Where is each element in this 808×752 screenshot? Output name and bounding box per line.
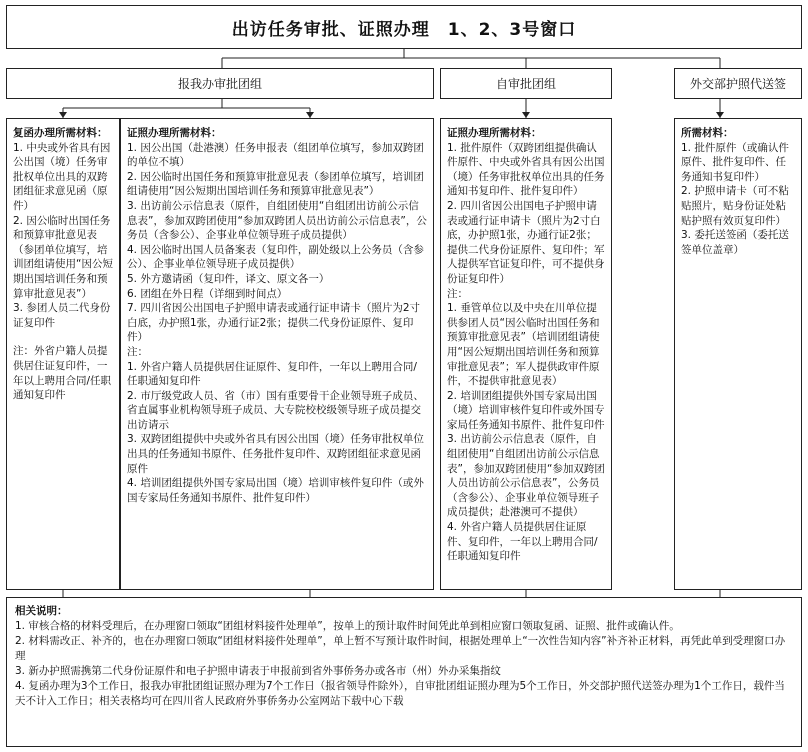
column-certificate-self	[440, 118, 612, 590]
group-header-report-approval: 报我办审批团组	[6, 68, 434, 99]
list-item: 注：	[127, 345, 148, 358]
list-item: 1. 垂管单位以及中央在川单位提供参团人员“因公临时出国任务和预算审批意见表”（培训团组请使用“因公短期出国培训任务和预算审批意见表”；军人提供政审件原件，不提供审批意见表）	[447, 302, 600, 388]
list-item: 1. 批件原件（或确认件原件、批件复印件、任务通知书复印件）	[681, 141, 789, 183]
note-item: 1. 审核合格的材料受理后，在办理窗口领取“团组材料接件处理单”，按单上的预计取件时间凭此单到相应窗口领取复函、证照、批件或确认件。	[15, 620, 680, 632]
list-item: 2. 培训团组提供外国专家局出国（境）培训审核件复印件或外国专家局任务通知书原件、批件复印件	[447, 389, 605, 431]
list-item: 2. 护照申请卡（可不粘贴照片，贴身份证处粘贴护照有效页复印件）	[681, 185, 789, 227]
list-item: 2. 因公临时出国任务和预算审批意见表（参团单位填写，培训团组请使用“因公短期出国培训任务和预算审批意见表”）	[13, 214, 113, 300]
list-item: 1. 外省户籍人员提供居住证原件、复印件，一年以上聘用合同/任职通知复印件	[127, 360, 417, 388]
column-label: 所需材料：	[681, 127, 734, 139]
column-label: 证照办理所需材料：	[447, 127, 542, 139]
list-item: 3. 双跨团组提供中央或外省具有因公出国（境）任务审批权单位出具的任务通知书原件、任务批件复印件、双跨团组征求意见函原件	[127, 433, 424, 475]
group-header-self-approval: 自审批团组	[440, 68, 612, 99]
list-item: 4. 因公临时出国人员备案表（复印件，副处级以上公务员（含参公）、企事业单位领导班子成员提供）	[127, 243, 424, 271]
note-item: 2. 材料需改正、补齐的，也在办理窗口领取“团组材料接件处理单”，单上暂不写预计取件时间，根据处理单上“一次性告知内容”补齐补正材料，再凭此单到受理窗口办理	[15, 635, 786, 662]
column-label: 复函办理所需材料：	[13, 127, 108, 139]
column-reply-letter	[6, 118, 120, 590]
list-item: 3. 出访前公示信息表（原件，自组团使用“自组团出访前公示信息表”，参加双跨团使用“参加双跨团人员出访前公示信息表”，公务员（含参公）、企事业单位领导班子成员提供；赴港澳可不提供）	[447, 433, 605, 519]
notes-section	[6, 597, 802, 747]
column-certificate-report	[120, 118, 434, 590]
list-item: 6. 团组在外日程（详细到时间点）	[127, 287, 288, 300]
list-item: 4. 外省户籍人员提供居住证原件、复印件，一年以上聘用合同/任职通知复印件	[447, 521, 598, 563]
column-label: 证照办理所需材料：	[127, 127, 222, 139]
note-item: 4. 复函办理为3个工作日，报我办审批团组证照办理为7个工作日（报省领导件除外），自审批团组证照办理为5个工作日，外交部护照代送签办理为1个工作日，载件当天不计入工作日；相关表格均可在四川省人民政府外事侨务办公室网站下载中心下载	[15, 680, 785, 707]
notes-label: 相关说明：	[15, 605, 68, 617]
list-item: 3. 参团人员二代身份证复印件	[13, 302, 111, 329]
list-item: 3. 出访前公示信息表（原件，自组团使用“自组团出访前公示信息表”，参加双跨团使用“参加双跨团人员出访前公示信息表”，公务员（含参公）、企事业单位领导班子成员提供）	[127, 199, 427, 242]
group-header-passport-visa: 外交部护照代送签	[674, 68, 802, 99]
list-item: 1. 中央或外省具有因公出国（境）任务审批权单位出具的双跨团组征求意见函（原件）	[13, 141, 111, 212]
list-item: 7. 四川省因公出国电子护照申请表或通行证申请卡（照片为2寸白底，办护照1张，办通行证2张；提供二代身份证原件、复印件）	[127, 302, 421, 344]
list-item: 2. 市厅级党政人员、省（市）国有重要骨干企业领导班子成员、省直属事业机构领导班子成员、大专院校校级领导班子成员提交出访请示	[127, 389, 424, 431]
list-item: 2. 因公临时出国任务和预算审批意见表（参团单位填写，培训团组请使用“因公短期出国培训任务和预算审批意见表”）	[127, 170, 424, 198]
spacer	[13, 330, 113, 344]
list-item: 2. 四川省因公出国电子护照申请表或通行证申请卡（照片为2寸白底，办护照1张，办通行证2张；提供二代身份证原件、复印件；军人提供军官证复印件，可不提供身份证复印件）	[447, 199, 605, 285]
list-item: 注：外省户籍人员提供居住证复印件，一年以上聘用合同/任职通知复印件	[13, 345, 112, 402]
column-passport-visa	[674, 118, 802, 590]
list-item: 1. 批件原件（双跨团组提供确认件原件、中央或外省具有因公出国（境）任务审批权单位出具的任务通知书复印件、批件复印件）	[447, 141, 605, 198]
list-item: 4. 培训团组提供外国专家局出国（境）培训审核件复印件（或外国专家局任务通知书原件、批件复印件）	[127, 477, 424, 504]
list-item: 5. 外方邀请函（复印件，译文、原文各一）	[127, 272, 330, 285]
list-item: 注：	[447, 287, 468, 300]
list-item: 3. 委托送签函（委托送签单位盖章）	[681, 229, 789, 256]
note-item: 3. 新办护照需携第二代身份证原件和电子护照申请表于申报前到省外事侨务办或各市（州）外办采集指纹	[15, 665, 501, 677]
list-item: 1. 因公出国（赴港澳）任务申报表（组团单位填写，参加双跨团的单位不填）	[127, 141, 424, 169]
page-title: 出访任务审批、证照办理 1、2、3号窗口	[6, 5, 802, 49]
